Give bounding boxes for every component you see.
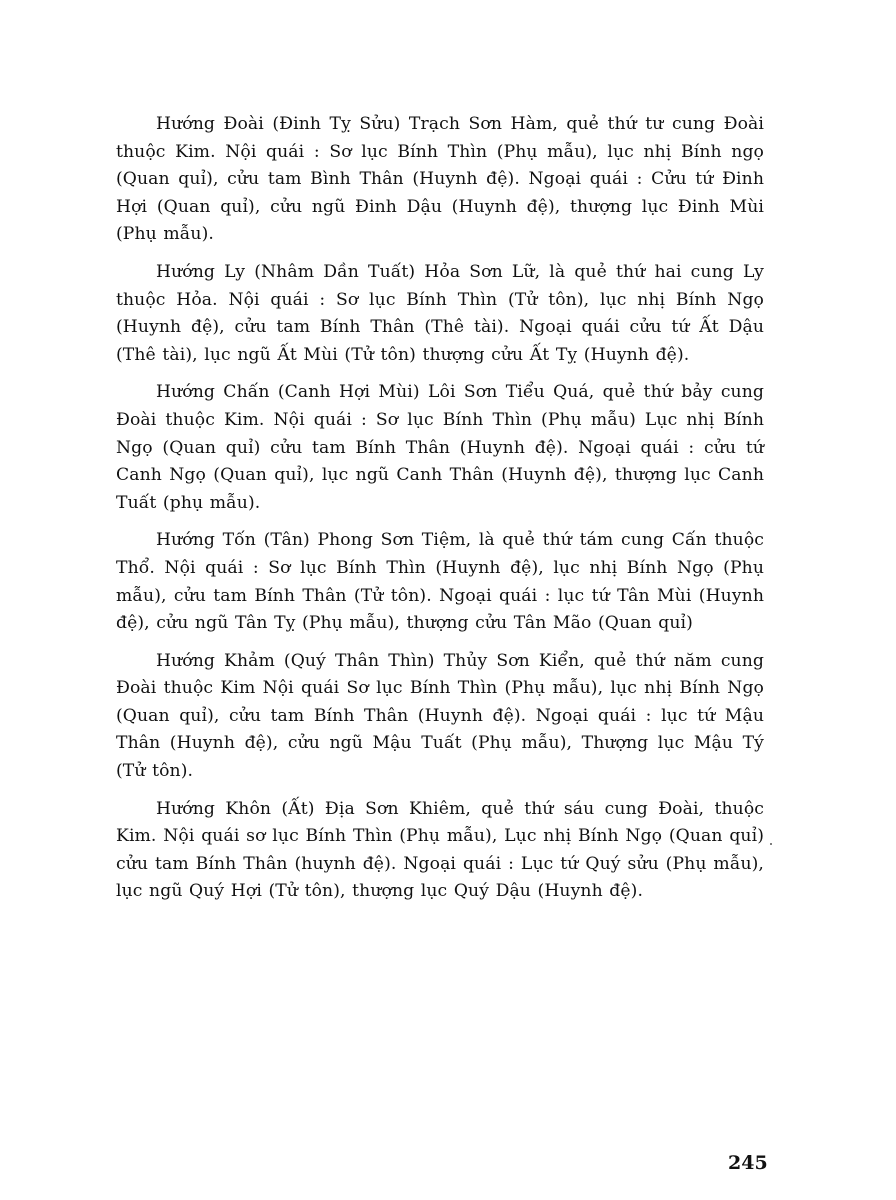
paragraph-huong-chan: Hướng Chấn (Canh Hợi Mùi) Lôi Sơn Tiểu Quá, quẻ thứ bảy cung Đoài thuộc Kim. Nội quái : Sơ lục Bính Thìn (Phụ mẫu) Lục nhị Bính Ngọ (Quan quỉ) cửu tam Bính Thân (Huynh đệ). Ngoại quái : cửu tứ Canh Ngọ (Quan quỉ), lục ngũ Canh Thân (Huynh đệ), thượng lục Canh Tuất (phụ mẫu).	[116, 382, 764, 513]
paragraph-huong-doai: Hướng Đoài (Đinh Tỵ Sửu) Trạch Sơn Hàm, quẻ thứ tư cung Đoài thuộc Kim. Nội quái : Sơ lục Bính Thìn (Phụ mẫu), lục nhị Bính ngọ (Quan quỉ), cửu tam Bình Thân (Huynh đệ). Ngoại quái : Cửu tứ Đinh Hợi (Quan quỉ), cửu ngũ Đinh Dậu (Huynh đệ), thượng lục Đinh Mùi (Phụ mẫu).	[116, 114, 764, 245]
paragraph-huong-ly: Hướng Ly (Nhâm Dần Tuất) Hỏa Sơn Lữ, là quẻ thứ hai cung Ly thuộc Hỏa. Nội quái : Sơ lục Bính Thìn (Tử tôn), lục nhị Bính Ngọ (Huynh đệ), cửu tam Bính Thân (Thê tài). Ngoại quái cửu tứ Ất Dậu (Thê tài), lục ngũ Ất Mùi (Tử tôn) thượng cửu Ất Tỵ (Huynh đệ).	[116, 261, 764, 365]
body-text	[116, 111, 764, 916]
page-number: 245	[728, 1152, 768, 1174]
scan-speck	[770, 843, 772, 845]
paragraph-huong-ton: Hướng Tốn (Tân) Phong Sơn Tiệm, là quẻ thứ tám cung Cấn thuộc Thổ. Nội quái : Sơ lục Bính Thìn (Huynh đệ), lục nhị Bính Ngọ (Phụ mẫu), cửu tam Bính Thân (Tử tôn). Ngoại quái : lục tứ Tân Mùi (Huynh đệ), cửu ngũ Tân Tỵ (Phụ mẫu), thượng cửu Tân Mão (Quan quỉ)	[116, 530, 764, 634]
paragraph-huong-kham: Hướng Khảm (Quý Thân Thìn) Thủy Sơn Kiển, quẻ thứ năm cung Đoài thuộc Kim Nội quái Sơ lục Bính Thìn (Phụ mẫu), lục nhị Bính Ngọ (Quan quỉ), cửu tam Bính Thân (Huynh đệ). Ngoại quái : lục tứ Mậu Thân (Huynh đệ), cửu ngũ Mậu Tuất (Phụ mẫu), Thượng lục Mậu Tý (Tử tôn).	[116, 650, 764, 782]
paragraph-huong-khon: Hướng Khôn (Ất) Địa Sơn Khiêm, quẻ thứ sáu cung Đoài, thuộc Kim. Nội quái sơ lục Bính Thìn (Phụ mẫu), Lục nhị Bính Ngọ (Quan quỉ) cửu tam Bính Thân (huynh đệ). Ngoại quái : Lục tứ Quý sửu (Phụ mẫu), lục ngũ Quý Hợi (Tử tôn), thượng lục Quý Dậu (Huynh đệ).	[116, 798, 764, 902]
